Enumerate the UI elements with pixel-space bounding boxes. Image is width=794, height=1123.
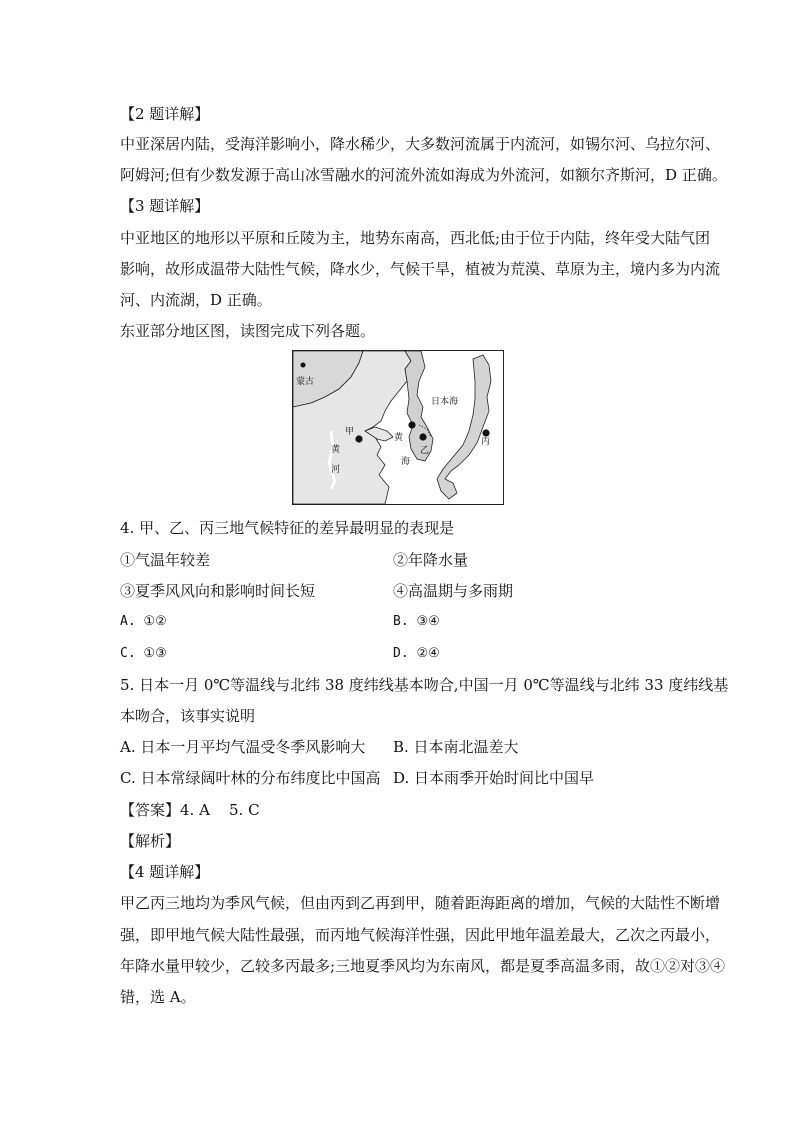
- point-yi: [419, 433, 426, 440]
- q4-option-d: D. ②④: [393, 646, 440, 661]
- q4-statement-1: ①气温年较差: [120, 551, 211, 569]
- map-intro-text: 东亚部分地区图，读图完成下列各题。: [120, 322, 376, 340]
- q4-option-b: B. ③④: [393, 614, 440, 629]
- label-riben-hai: 日本海: [431, 397, 459, 407]
- paragraph-line: 中亚地区的地形以平原和丘陵为主，地势东南高，西北低;由于位于内陆，终年受大陆气团: [120, 229, 711, 247]
- korean-peninsula: [405, 351, 433, 461]
- section-heading-q3: 【3 题详解】: [120, 197, 210, 215]
- point-jia: [355, 435, 362, 442]
- label-huang-sea-1: 黄: [394, 433, 404, 443]
- q4-statement-2: ②年降水量: [393, 551, 469, 569]
- paragraph-line: 影响，故形成温带大陆性气候，降水少，气候干旱，植被为荒漠、草原为主，境内多为内流: [120, 260, 721, 278]
- label-jia: 甲: [345, 427, 355, 437]
- paragraph-line: 甲乙丙三地均为季风气候，但由丙到乙再到甲，随着距海距离的增加，气候的大陆性不断增: [120, 894, 721, 912]
- label-huang-sea-2: 海: [401, 457, 411, 467]
- q5-option-b: B. 日本南北温差大: [393, 738, 519, 756]
- label-menggu: 蒙古: [296, 377, 315, 387]
- paragraph-line: 年降水量甲较少，乙较多丙最多;三地夏季风均为东南风，都是夏季高温多雨，故①②对③④: [120, 957, 726, 975]
- paragraph-line: 强，即甲地气候大陆性最强，而丙地气候海洋性强，因此甲地年温差最大，乙次之丙最小，: [120, 926, 721, 944]
- label-yi: 乙: [420, 446, 430, 456]
- answer-line: 【答案】4. A 5. C: [120, 801, 260, 819]
- q5-option-c: C. 日本常绿阔叶林的分布纬度比中国高: [120, 769, 381, 787]
- point-korea: [408, 421, 415, 428]
- q5-option-d: D. 日本雨季开始时间比中国早: [393, 769, 595, 787]
- label-huang-river-1: 黄: [331, 445, 341, 455]
- q4-option-c: C. ①③: [120, 646, 167, 661]
- q4-statement-3: ③夏季风风向和影响时间长短: [120, 582, 316, 600]
- mongolia-point: [301, 363, 306, 368]
- q5-option-a: A. 日本一月平均气温受冬季风影响大: [120, 738, 366, 756]
- section-heading-q2: 【2 题详解】: [120, 105, 210, 123]
- label-huang-river-2: 河: [331, 465, 341, 475]
- question-5-stem-cont: 本吻合，该事实说明: [120, 707, 256, 725]
- paragraph-line: 中亚深居内陆，受海洋影响小，降水稀少，大多数河流属于内流河，如锡尔河、乌拉尔河、: [120, 135, 721, 153]
- east-asia-map: [292, 350, 504, 505]
- paragraph-line: 错，选 A。: [120, 988, 196, 1006]
- paragraph-line: 阿姆河;但有少数发源于高山冰雪融水的河流外流如海成为外流河，如额尔齐斯河，D 正确。: [120, 166, 727, 184]
- question-4-stem: 4. 甲、乙、丙三地气候特征的差异最明显的表现是: [120, 519, 455, 537]
- japan-islands: [437, 355, 491, 499]
- label-bing: 丙: [481, 437, 491, 447]
- point-bing: [482, 429, 489, 436]
- q4-option-a: A. ①②: [120, 614, 167, 629]
- section-heading-q4: 【4 题详解】: [120, 863, 210, 881]
- analysis-heading: 【解析】: [120, 832, 181, 850]
- paragraph-line: 河、内流湖，D 正确。: [120, 291, 272, 309]
- q4-statement-4: ④高温期与多雨期: [393, 582, 514, 600]
- question-5-stem: 5. 日本一月 0℃等温线与北纬 38 度纬线基本吻合,中国一月 0℃等温线与北纬 33 度纬线基: [120, 676, 729, 694]
- map-drawing: [293, 351, 503, 504]
